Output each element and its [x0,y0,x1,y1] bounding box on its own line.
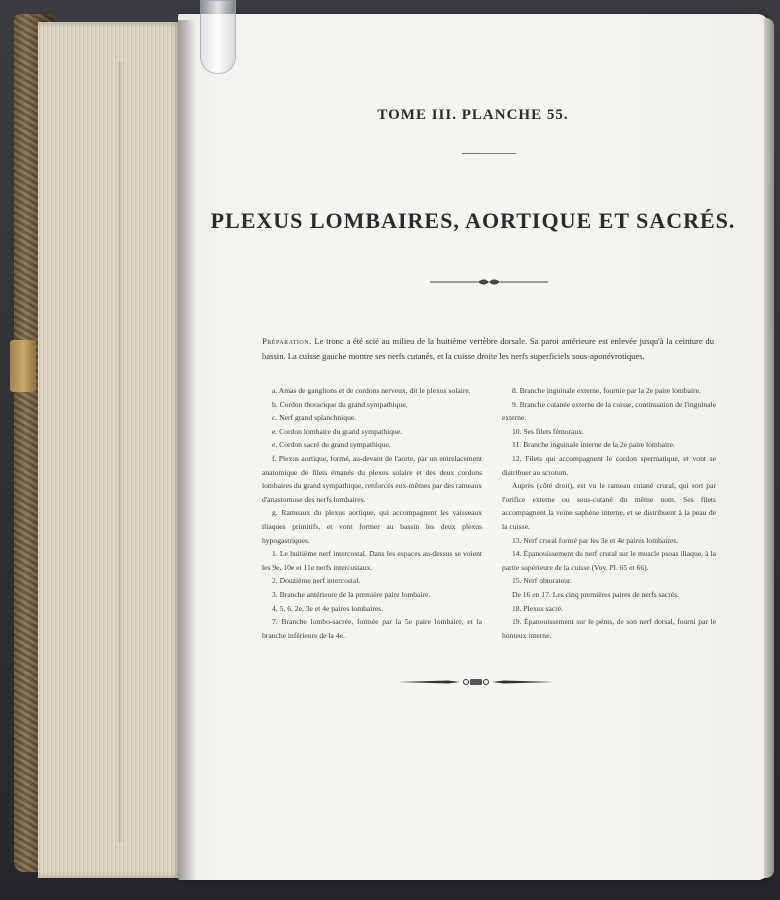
legend-item: 1. Le huitième nerf intercostal. Dans les espaces au-dessus se voient les 9e, 10e et 11e nerfs intercostaux. [262,549,482,572]
legend-item: e. Cordon sacré du grand sympathique. [272,440,391,450]
legend-item: Auprès (côté droit), est vu le rameau cutané crural, qui sort par l'orifice externe ou sous-cutané du même nom. Ses filets accompagnent la veine saphène interne, et se distribuent à la peau de la cuisse. [502,481,716,531]
legend-item: 3. Branche antérieure de la première paire lombaire. [272,589,431,599]
book-clasp [10,340,36,392]
page-block-edges [38,22,184,878]
legend-left-column [262,384,482,642]
legend-item: b. Cordon thoracique du grand sympathique. [272,399,408,409]
ornament-divider-bottom [398,675,554,689]
legend-item: 9. Branche cutanée externe de la cuisse, continuation de l'inguinale externe. [502,399,716,423]
divider-rule [462,153,516,154]
legend-item: 8. Branche inguinale externe, fournie par la 2e paire lombaire. [512,386,701,395]
legend-item: 4, 5, 6. 2e, 3e et 4e paires lombaires. [272,603,384,613]
legend-item: 13. Nerf crural formé par les 3e et 4e paires lombaires. [512,535,679,545]
legend-item: 15. Nerf obturateur. [512,576,572,586]
legend-item: e. Cordon lombaire du grand sympathique. [272,426,403,436]
legend-item: 19. Épanouissement sur le pénis, de son nerf dorsal, fourni par le honteux interne. [502,617,716,640]
plate-number: TOME III. PLANCHE 55. [377,107,569,123]
legend-item: 18. Plexus sacré. [512,603,564,613]
preparation-text: Le tronc a été scié au milieu de la huitième vertèbre dorsale. Sa paroi antérieure est enlevée jusqu'à la ceinture du bassin. La cuisse gauche montre ses nerfs cutanés, et la cuisse droite les nerfs superficiels sous-aponévrotiques. [262,336,714,361]
bookmark-icon [200,0,236,74]
legend-item: 10. Ses filets fémoraux. [512,426,584,436]
page-title: PLEXUS LOMBAIRES, AORTIQUE ET SACRÉS. [210,208,736,233]
legend-item: 7. Branche lombo-sacrée, formée par la 5e paire lombaire, et la branche inférieure de la 4e. [262,617,482,640]
legend-item: 14. Épanouissement du nerf crural sur le muscle psoas iliaque, à la partie supérieure de la cuisse (Voy. Pl. 65 et 66). [502,549,716,572]
preparation-label: Préparation. [262,336,312,346]
legend-item: c. Nerf grand splanchnique. [272,413,357,423]
ornament-divider-top [430,276,548,288]
legend-item: 2. Douzième nerf intercostal. [272,576,361,586]
page-gutter-shadow [178,20,196,880]
legend-item: f. Plexus aortique, formé, au-devant de l'aorte, par un entrelacement anatomique de filets émanés du plexus solaire et des deux cordons lombaires du grand sympathique, renforcés eux-mêmes par des rameaux d'anastomose des nerfs lombaires. [262,453,482,504]
legend-item: 11. Branche inguinale interne de la 2e paire lombaire. [512,440,675,450]
page-right-edge [764,18,774,878]
legend-item: a. Amas de ganglions et de cordons nerveux, dit le plexus solaire. [272,386,471,395]
legend-item: 12. Filets qui accompagnent le cordon spermatique, et vont se distribuer au scrotum. [502,453,716,477]
legend-right-column [502,384,716,642]
legend-item: g. Rameaux du plexus aortique, qui accompagnent les vaisseaux iliaques primitifs, et vont former au bassin les deux plexus hypogastriques. [262,508,482,545]
legend-item: De 16 en 17. Les cinq premières paires de nerfs sacrés. [512,589,679,599]
preparation-paragraph [262,334,714,364]
